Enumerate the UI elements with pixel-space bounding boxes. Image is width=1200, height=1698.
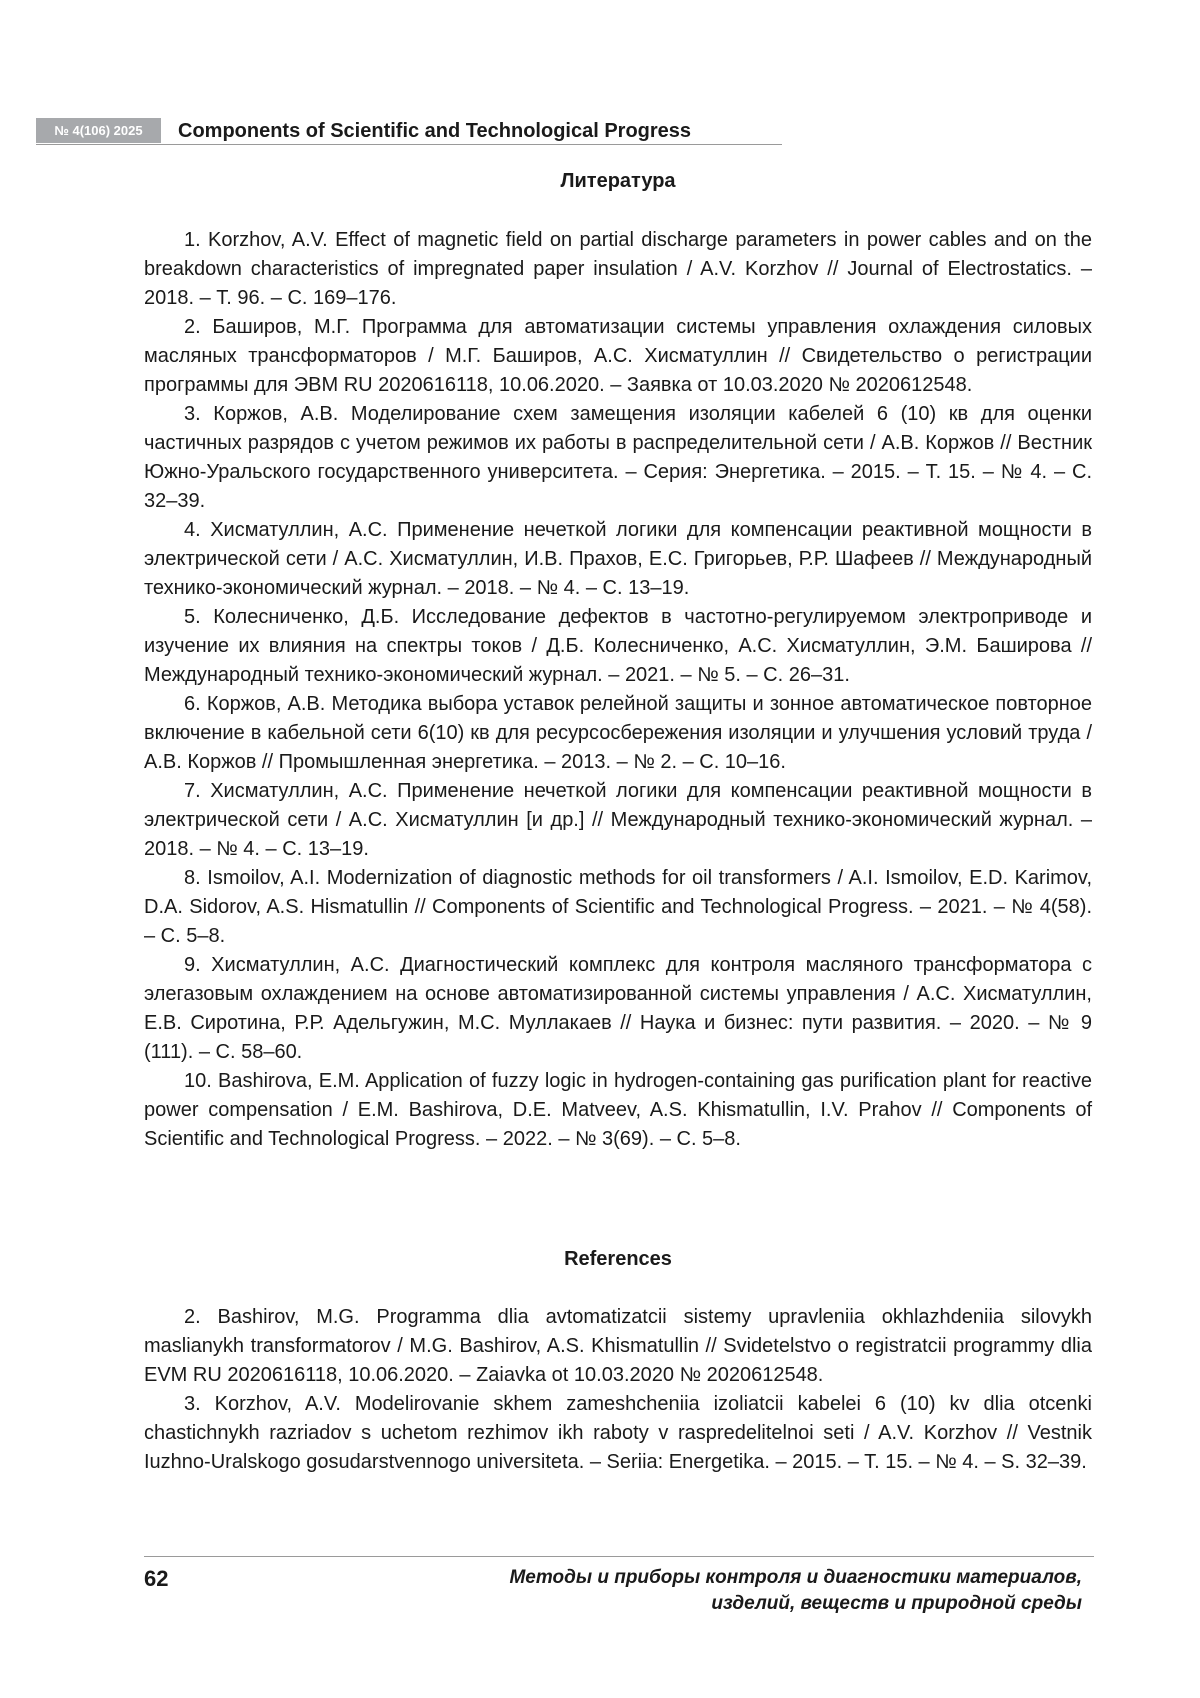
literature-item: 4. Хисматуллин, А.С. Применение нечеткой логики для компенсации реактивной мощности в электрической сети / А.С. Хисматуллин, И.В. Прахов, Е.С. Григорьев, Р.Р. Шафеев // Международный технико-экономический журнал. – 2018. – № 4. – С. 13–19. [144,519,1092,599]
running-header [36,118,782,145]
literature-item: 6. Коржов, А.В. Методика выбора уставок релейной защиты и зонное автоматическое повторное включение в кабельной сети 6(10) кв для ресурсосбережения изоляции и улучшения условий труда / А.В. Коржов // Промышленная энергетика. – 2013. – № 2. – С. 10–16. [144,693,1092,773]
literature-item: 5. Колесниченко, Д.Б. Исследование дефектов в частотно-регулируемом электроприводе и изучение их влияния на спектры токов / Д.Б. Колесниченко, А.С. Хисматуллин, Э.М. Баширова // Международный технико-экономический журнал. – 2021. – № 5. – С. 26–31. [144,606,1092,686]
journal-title: Components of Scientific and Technological Progress [178,120,692,142]
literature-item: 8. Ismoilov, A.I. Modernization of diagnostic methods for oil transformers / A.I. Ismoilov, E.D. Karimov, D.A. Sidorov, A.S. Hismatullin // Components of Scientific and Technological Progress. – 2021. – № 4(58). – С. 5–8. [144,867,1092,947]
literature-heading: Литература [560,170,676,192]
literature-item: 7. Хисматуллин, А.С. Применение нечеткой логики для компенсации реактивной мощности в электрической сети / А.С. Хисматуллин [и др.] // Международный технико-экономический журнал. – 2018. – № 4. – С. 13–19. [144,780,1092,860]
issue-badge: № 4(106) 2025 [36,118,161,143]
literature-item: 9. Хисматуллин, А.С. Диагностический комплекс для контроля масляного трансформатора с элегазовым охлаждением на основе автоматизированной системы управления / А.С. Хисматуллин, Е.В. Сиротина, Р.Р. Адельгужин, М.С. Муллакаев // Наука и бизнес: пути развития. – 2020. – № 9 (111). – С. 58–60. [144,954,1092,1063]
footer-title-line: изделий, веществ и природной среды [711,1593,1082,1614]
literature-item: 2. Баширов, М.Г. Программа для автоматизации системы управления охлаждения силовых масляных трансформаторов / М.Г. Баширов, А.С. Хисматуллин // Свидетельство о регистрации программы для ЭВМ RU 2020616118, 10.06.2020. – Заявка от 10.03.2020 № 2020612548. [144,316,1092,396]
footer-journal-title [382,1565,1082,1617]
references-item: 2. Bashirov, M.G. Programma dlia avtomatizatcii sistemy upravleniia okhlazhdeniia silovykh maslianykh transformatorov / M.G. Bashirov, A.S. Khismatullin // Svidetelstvo o registratcii programmy dlia EVM RU 2020616118, 10.06.2020. – Zaiavka ot 10.03.2020 № 2020612548. [144,1306,1092,1386]
page-footer [144,1556,1094,1617]
references-item: 3. Korzhov, A.V. Modelirovanie skhem zameshcheniia izoliatcii kabelei 6 (10) kv dlia otcenki chastichnykh razriadov s uchetom rezhimov ikh raboty v raspredelitelnoi seti / A.V. Korzhov // Vestnik Iuzhno-Uralskogo gosudarstvennogo universiteta. – Seriia: Energetika. – 2015. – T. 15. – № 4. – S. 32–39. [144,1393,1092,1473]
references-heading: References [564,1248,672,1270]
literature-item: 10. Bashirova, E.M. Application of fuzzy logic in hydrogen-containing gas purification plant for reactive power compensation / E.M. Bashirova, D.E. Matveev, A.S. Khismatullin, I.V. Prahov // Components of Scientific and Technological Progress. – 2022. – № 3(69). – С. 5–8. [144,1070,1092,1150]
literature-item: 1. Korzhov, A.V. Effect of magnetic field on partial discharge parameters in power cables and on the breakdown characteristics of impregnated paper insulation / A.V. Korzhov // Journal of Electrostatics. – 2018. – Т. 96. – С. 169–176. [144,229,1092,309]
page-number: 62 [144,1566,169,1591]
footer-title-line: Методы и приборы контроля и диагностики материалов, [509,1567,1082,1588]
references-list [144,1303,1092,1477]
literature-item: 3. Коржов, А.В. Моделирование схем замещения изоляции кабелей 6 (10) кв для оценки частичных разрядов с учетом режимов их работы в распределительной сети / А.В. Коржов // Вестник Южно-Уральского государственного университета. – Серия: Энергетика. – 2015. – Т. 15. – № 4. – С. 32–39. [144,403,1092,512]
literature-list [144,226,1092,1154]
